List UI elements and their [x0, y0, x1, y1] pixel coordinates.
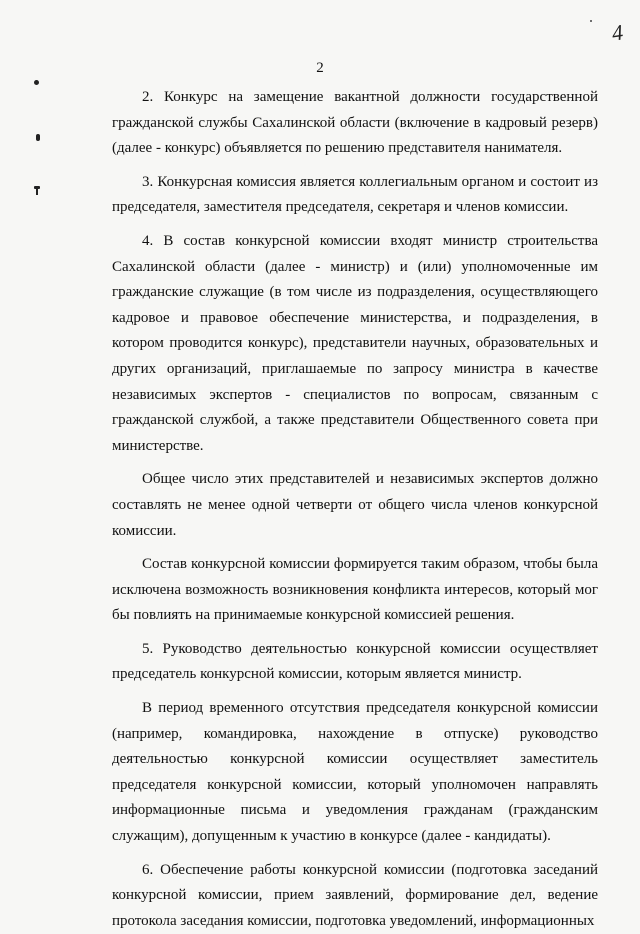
scan-hole-mark-1 — [34, 80, 39, 85]
scan-hole-mark-2 — [36, 134, 40, 141]
paragraph-4-total-number: Общее число этих представителей и независимых экспертов должно составлять не менее одной четверти от общего числа членов конкурсной комиссии. — [112, 471, 598, 539]
paragraph-5-absence: В период временного отсутствия председателя конкурсной комиссии (например, командировка, нахождение в отпуске) руководство деятельностью конкурсной комиссии осуществляет заместитель председателя конкурсной комиссии, который уполномочен направлять информационные письма и уведомления гражданам (гражданским служащим), допущенным к участию в конкурсе (далее - кандидаты). — [112, 700, 598, 845]
paragraph-4: 4. В состав конкурсной комиссии входят министр строительства Сахалинской области (далее - министр) и (или) уполномоченные им гражданские служащие (в том числе из подразделения, осуществляющего кадровое и правовое обеспечение министерства, и подразделения, в котором проводится конкурс), представители научных, образовательных и других организаций, приглашаемые по запросу министра в качестве независимых экспертов - специалистов по вопросам, связанным с гражданской службой, а также представители Общественного совета при министерстве. — [112, 232, 598, 454]
handwritten-page-mark: 4 — [610, 19, 625, 46]
paragraph-6: 6. Обеспечение работы конкурсной комиссии (подготовка заседаний конкурсной комиссии, прием заявлений, формирование дел, ведение протокола заседания комиссии, подготовка уведомлений, информационных — [112, 861, 598, 929]
scan-hole-mark-3-stem — [36, 189, 38, 195]
page-number: 2 — [316, 60, 324, 76]
scan-speck — [590, 20, 592, 22]
paragraph-3: 3. Конкурсная комиссия является коллегиальным органом и состоит из председателя, заместителя председателя, секретаря и членов комиссии. — [112, 173, 598, 216]
paragraph-4-composition: Состав конкурсной комиссии формируется таким образом, чтобы была исключена возможность возникновения конфликта интересов, который мог бы повлиять на принимаемые конкурсной комиссией решения. — [112, 556, 598, 624]
document-body — [112, 85, 598, 934]
paragraph-5: 5. Руководство деятельностью конкурсной комиссии осуществляет председатель конкурсной комиссии, которым является министр. — [112, 640, 598, 683]
paragraph-2: 2. Конкурс на замещение вакантной должности государственной гражданской службы Сахалинской области (включение в кадровый резерв) (далее - конкурс) объявляется по решению представителя нанимателя. — [112, 89, 598, 157]
